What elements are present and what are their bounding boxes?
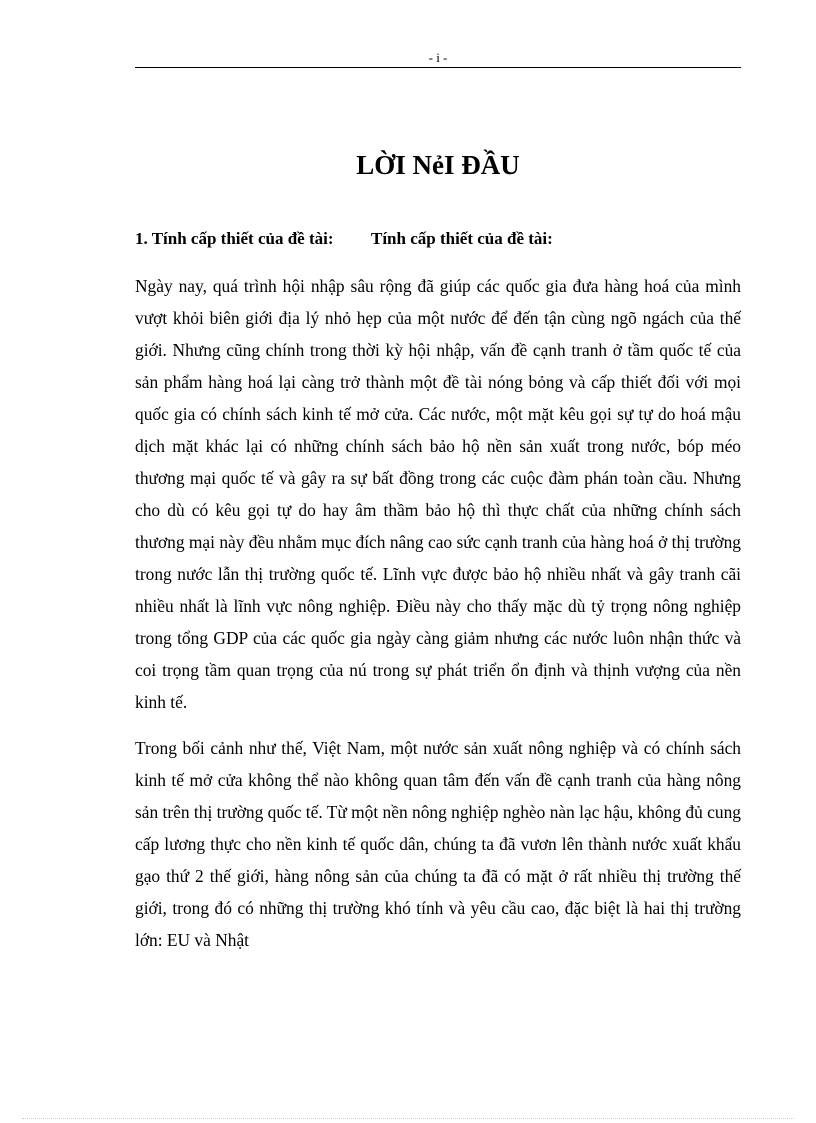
section-heading [135, 228, 741, 250]
paragraph-2: Trong bối cảnh như thế, Việt Nam, một nước sản xuất nông nghiệp và có chính sách kinh tế mở cửa không thể nào không quan tâm đến vấn đề cạnh tranh của hàng nông sản trên thị trường quốc tế. Từ một nền nông nghiệp nghèo nàn lạc hậu, không đủ cung cấp lương thực cho nền kinh tế quốc dân, chúng ta đã vươn lên thành nước xuất khẩu gạo thứ 2 thế giới, hàng nông sản của chúng ta đã có mặt ở rất nhiều thị trường thế giới, trong đó có những thị trường khó tính và yêu cầu cao, đặc biệt là hai thị trường lớn: EU và Nhật [135, 738, 741, 950]
header-divider [135, 67, 741, 68]
document-title: LỜI NẻI ĐẦU [356, 150, 520, 180]
paragraph-1: Ngày nay, quá trình hội nhập sâu rộng đã giúp các quốc gia đưa hàng hoá của mình vượt khỏi biên giới địa lý nhỏ hẹp của một nước để đến tận cùng ngõ ngách của thế giới. Nhưng cũng chính trong thời kỳ hội nhập, vấn đề cạnh tranh ở tầm quốc tế của sản phẩm hàng hoá lại càng trở thành một đề tài nóng bỏng và cấp thiết đối với mọi quốc gia có chính sách kinh tế mở cửa. Các nước, một mặt kêu gọi sự tự do hoá mậu dịch mặt khác lại có những chính sách bảo hộ nền sản xuất trong nước, bóp méo thương mại quốc tế và gây ra sự bất đồng trong các cuộc đàm phán toàn cầu. Nhưng cho dù có kêu gọi tự do hay âm thầm bảo hộ thì thực chất của những chính sách thương mại này đều nhằm mục đích nâng cao sức cạnh tranh của hàng hoá ở thị trường trong nước lẫn thị trường quốc tế. Lĩnh vực được bảo hộ nhiều nhất và gây tranh cãi nhiều nhất là lĩnh vực nông nghiệp. Điều này cho thấy mặc dù tỷ trọng nông nghiệp trong tổng GDP của các quốc gia ngày càng giảm nhưng các nước luôn nhận thức và coi trọng tầm quan trọng của nú trong sự phát triển ổn định và thịnh vượng của nền kinh tế. [135, 276, 741, 712]
document-body [135, 270, 741, 970]
page-number: - i - [428, 50, 448, 65]
section-number-title: 1. Tính cấp thiết của đề tài: [135, 229, 334, 248]
page-bottom-edge [22, 1118, 794, 1119]
section-repeated-title: Tính cấp thiết của đề tài: [371, 229, 553, 248]
